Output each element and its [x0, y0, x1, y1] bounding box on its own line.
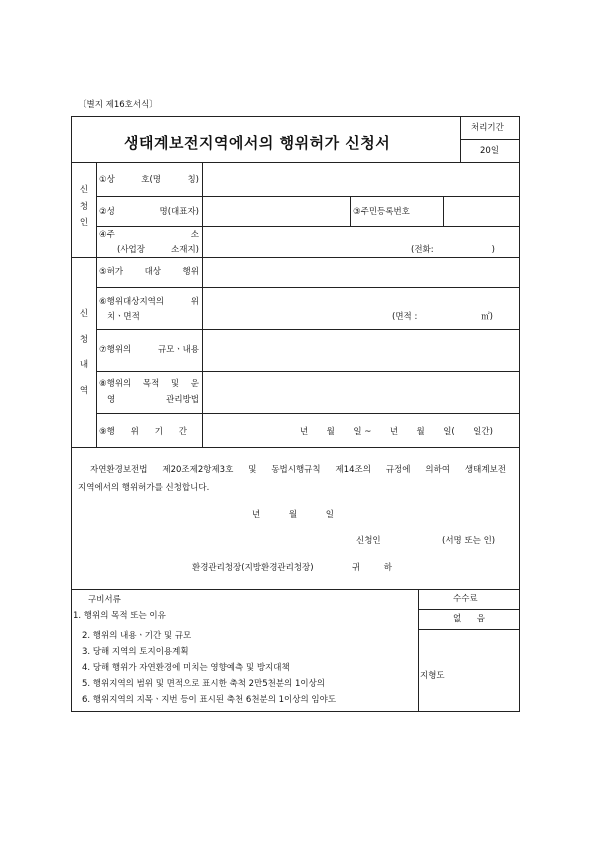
- form-number: 〔별지 제16호서식〕: [78, 100, 158, 110]
- address-label: ④주 소: [99, 230, 199, 240]
- page-title: 생태계보전지역에서의 행위허가 신청서: [124, 134, 391, 152]
- company-name-field[interactable]: [206, 166, 516, 192]
- address-sub-label: (사업장 소재지): [117, 245, 199, 255]
- document-item: 4. 당해 행위가 자연환경에 미치는 영향예측 및 방지대책: [82, 663, 290, 673]
- map-label: 지형도: [420, 671, 445, 681]
- registration-number-label: ③주민등록번호: [353, 207, 410, 217]
- documents-heading: 구비서류: [88, 595, 121, 605]
- fee-value: 없 음: [453, 614, 485, 624]
- area-label: (면적 : ㎡): [392, 312, 493, 322]
- location-label-line2: 치ㆍ면적: [107, 312, 140, 322]
- document-item: 2. 행위의 내용ㆍ기간 및 규모: [82, 631, 192, 641]
- purpose-field[interactable]: [206, 375, 516, 410]
- scale-label: ⑦행위의 규모ㆍ내용: [99, 345, 199, 355]
- period-value: 년 월 일 ~ 년 월 일( 일간): [300, 427, 493, 437]
- fee-label: 수수료: [453, 594, 478, 604]
- recipient: 환경관리청장(지방환경관리청장): [192, 563, 314, 573]
- permit-type-label: ⑤허가 대상 행위: [99, 267, 199, 277]
- processing-value: 20일: [480, 146, 500, 156]
- registration-number-field[interactable]: [447, 199, 516, 223]
- permit-type-field[interactable]: [206, 261, 516, 284]
- applicant-section-label: 신 청 인: [79, 185, 89, 228]
- period-label: ⑨행 위 기 간: [99, 427, 187, 437]
- representative-label: ②성 명(대표자): [99, 207, 199, 217]
- applicant-label: 신청인: [356, 536, 381, 546]
- representative-field[interactable]: [206, 199, 346, 223]
- processing-label: 처리기간: [471, 123, 504, 133]
- purpose-label-line2: 영 관리방법: [107, 395, 199, 405]
- phone-label: (전화: ): [411, 245, 495, 255]
- document-item: 1. 행위의 목적 또는 이유: [73, 611, 166, 621]
- company-name-label: ①상 호(명 칭): [99, 175, 199, 185]
- details-section-label: 신 청 내 역: [79, 309, 89, 396]
- signature-label: (서명 또는 인): [442, 536, 496, 546]
- document-item: 6. 행위지역의 지목ㆍ지번 등이 표시된 축천 6천분의 1이상의 임야도: [82, 695, 337, 705]
- purpose-label: ⑧행위의 목적 및 운: [99, 379, 199, 389]
- recipient-suffix: 귀 하: [352, 563, 392, 573]
- declaration-line-2: 지역에서의 행위허가를 신청합니다.: [78, 483, 210, 493]
- address-field[interactable]: [206, 229, 516, 255]
- scale-field[interactable]: [206, 333, 516, 368]
- location-field[interactable]: [206, 291, 516, 326]
- document-item: 3. 당해 지역의 토지이용계획: [82, 647, 189, 657]
- location-label: ⑥행위대상지역의 위: [99, 297, 199, 307]
- document-item: 5. 행위지역의 범위 및 면적으로 표시한 축척 2만5천분의 1이상의: [82, 679, 326, 689]
- declaration-line-1: 자연환경보전법 제20조제2항제3호 및 동법시행규칙 제14조의 규정에 의하여 생태계보전: [90, 465, 506, 475]
- application-date: 년 월 일: [252, 510, 334, 520]
